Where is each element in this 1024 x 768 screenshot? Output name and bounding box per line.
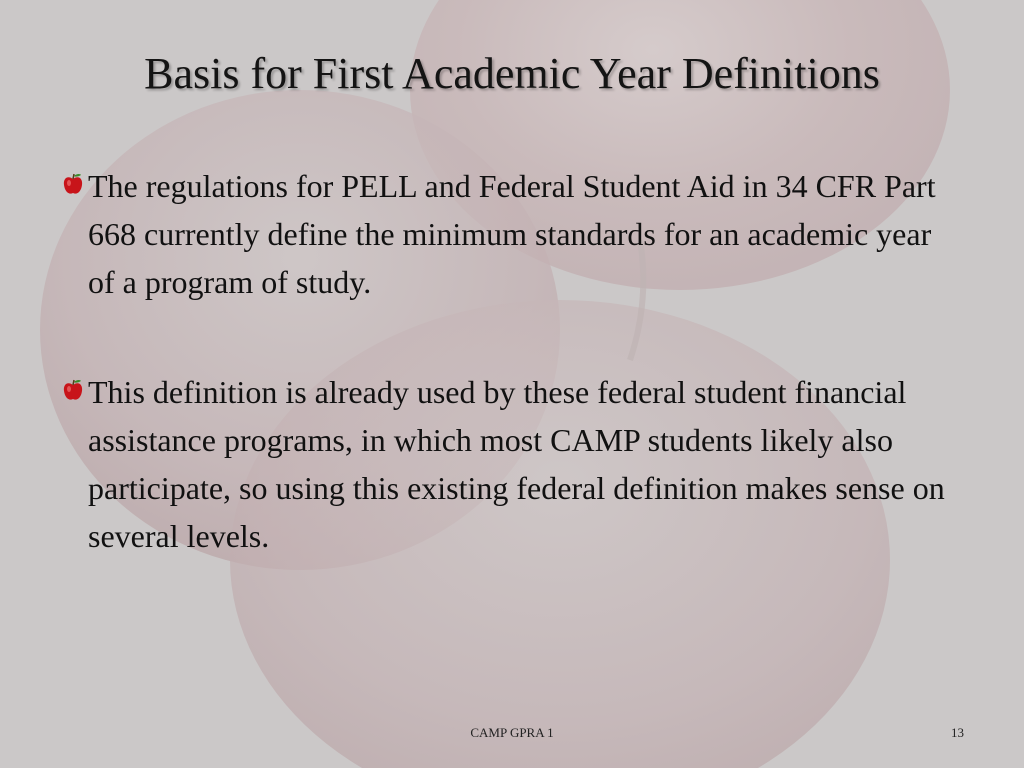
list-item <box>62 162 962 306</box>
bullet-text: The regulations for PELL and Federal Student Aid in 34 CFR Part 668 currently define the minimum standards for an academic year of a program of study. <box>88 168 936 300</box>
footer-label: CAMP GPRA 1 <box>470 725 554 740</box>
page-number: 13 <box>951 725 964 740</box>
bullet-list <box>62 162 962 560</box>
list-item <box>62 368 962 560</box>
slide-title: Basis for First Academic Year Definitions <box>144 49 880 98</box>
bullet-text: This definition is already used by these federal student financial assistance programs, in which most CAMP students likely also participate, so using this existing federal definition makes sense on several levels. <box>88 374 945 554</box>
apple-icon <box>62 378 84 402</box>
apple-icon <box>62 172 84 196</box>
